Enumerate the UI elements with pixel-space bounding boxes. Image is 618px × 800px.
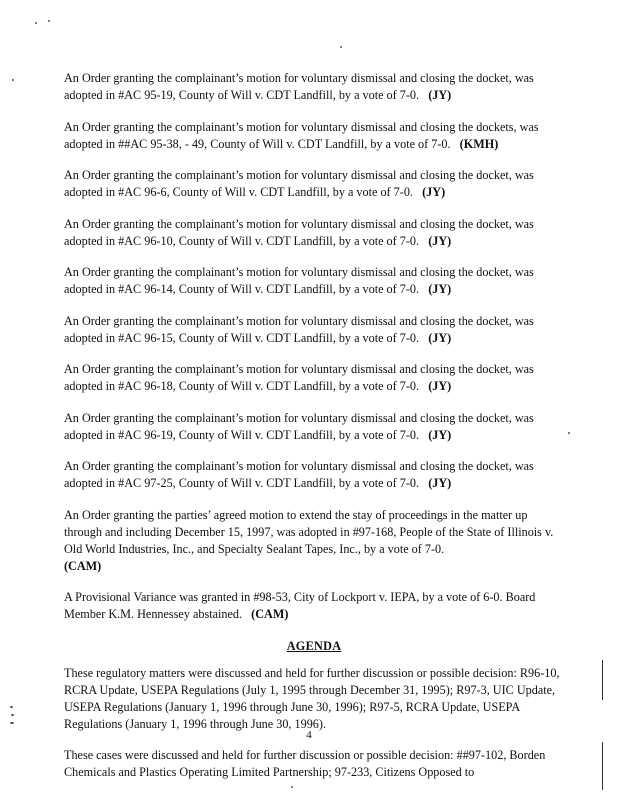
page-number: 4	[306, 729, 312, 741]
scan-speck	[291, 786, 293, 788]
paragraph-text: An Order granting the parties’ agreed motion to extend the stay of proceedings in the matter up through and including December 15, 1997, was adopted in #97-168, People of the State of Illinois v. Old World Industries, Inc., and Specialty Sealant Tapes, Inc., by a vote of 7-0.	[64, 507, 554, 556]
initials-tag: (CAM)	[251, 607, 289, 621]
order-paragraph	[64, 507, 564, 575]
order-paragraph	[64, 313, 564, 347]
order-paragraph	[64, 264, 564, 298]
scan-speck	[48, 20, 50, 22]
order-paragraph	[64, 167, 564, 201]
scan-edge-mark	[602, 660, 603, 700]
paragraph-text: An Order granting the complainant’s motion for voluntary dismissal and closing the docket, was adopted in #AC 96-19, County of Will v. CDT Landfill, by a vote of 7-0.	[64, 410, 534, 442]
scan-speck	[11, 714, 14, 716]
paragraph-text: An Order granting the complainant’s motion for voluntary dismissal and closing the docket, was adopted in #AC 96-10, County of Will v. CDT Landfill, by a vote of 7-0.	[64, 216, 534, 248]
agenda-paragraph: These regulatory matters were discussed and held for further discussion or possible decision: R96-10, RCRA Update, USEPA Regulations (July 1, 1995 through December 31, 1995); R97-3, UIC Update, USEPA Regulations (January 1, 1996 through June 30, 1996); R97-5, RCRA Update, USEPA Regulations (January 1, 1996 through June 30, 1996).	[64, 665, 560, 731]
initials-tag: (JY)	[428, 379, 452, 393]
scan-speck	[340, 46, 342, 48]
order-paragraph	[64, 216, 564, 250]
paragraph-text: An Order granting the complainant’s motion for voluntary dismissal and closing the docket, was adopted in #AC 96-6, County of Will v. CDT Landfill, by a vote of 7-0.	[64, 168, 534, 199]
paragraph-text: An Order granting the complainant’s motion for voluntary dismissal and closing the docket, was adopted in #AC 95-19, County of Will v. CDT Landfill, by a vote of 7-0.	[64, 71, 534, 102]
variance-paragraph	[64, 589, 564, 623]
paragraph-text: A Provisional Variance was granted in #98-53, City of Lockport v. IEPA, by a vote of 6-0. Board Member K.M. Hennessey abstained.	[64, 590, 536, 621]
initials-tag: (KMH)	[459, 136, 499, 151]
initials-tag: (JY)	[428, 330, 452, 345]
order-paragraph	[64, 70, 564, 104]
paragraph-text: An Order granting the complainant’s motion for voluntary dismissal and closing the docket, was adopted in #AC 96-15, County of Will v. CDT Landfill, by a vote of 7-0.	[64, 313, 534, 345]
order-paragraph	[64, 458, 564, 492]
scan-edge-mark	[602, 742, 603, 790]
initials-tag: (JY)	[428, 282, 452, 296]
order-paragraph	[64, 119, 564, 153]
agenda-paragraph: These cases were discussed and held for further discussion or possible decision: ##97-102, Borden Chemicals and Plastics Operating Limited Partnership; 97-233, Citizens Opposed to	[64, 748, 546, 779]
initials-tag: (CAM)	[64, 558, 102, 573]
scan-speck	[10, 722, 14, 724]
order-paragraph	[64, 361, 564, 395]
paragraph-text: An Order granting the complainant’s motion for voluntary dismissal and closing the docket, was adopted in #AC 96-18, County of Will v. CDT Landfill, by a vote of 7-0.	[64, 362, 534, 393]
scan-speck	[10, 706, 13, 708]
paragraph-text: An Order granting the complainant’s motion for voluntary dismissal and closing the dockets, was adopted in ##AC 95-38, - 49, County of Will v. CDT Landfill, by a vote of 7-0.	[64, 119, 539, 151]
initials-tag: (JY)	[428, 476, 452, 490]
initials-tag: (JY)	[428, 427, 452, 442]
agenda-heading: AGENDA	[286, 638, 342, 653]
scan-speck	[35, 22, 37, 24]
initials-tag: (JY)	[422, 185, 446, 199]
initials-tag: (JY)	[428, 233, 452, 248]
paragraph-text: An Order granting the complainant’s motion for voluntary dismissal and closing the docket, was adopted in #AC 96-14, County of Will v. CDT Landfill, by a vote of 7-0.	[64, 265, 534, 296]
scan-speck	[568, 432, 570, 434]
paragraph-text: An Order granting the complainant’s motion for voluntary dismissal and closing the docket, was adopted in #AC 97-25, County of Will v. CDT Landfill, by a vote of 7-0.	[64, 459, 534, 490]
initials-tag: (JY)	[428, 88, 452, 102]
scan-speck	[12, 79, 14, 81]
order-paragraph	[64, 410, 564, 444]
document-body	[64, 70, 564, 781]
